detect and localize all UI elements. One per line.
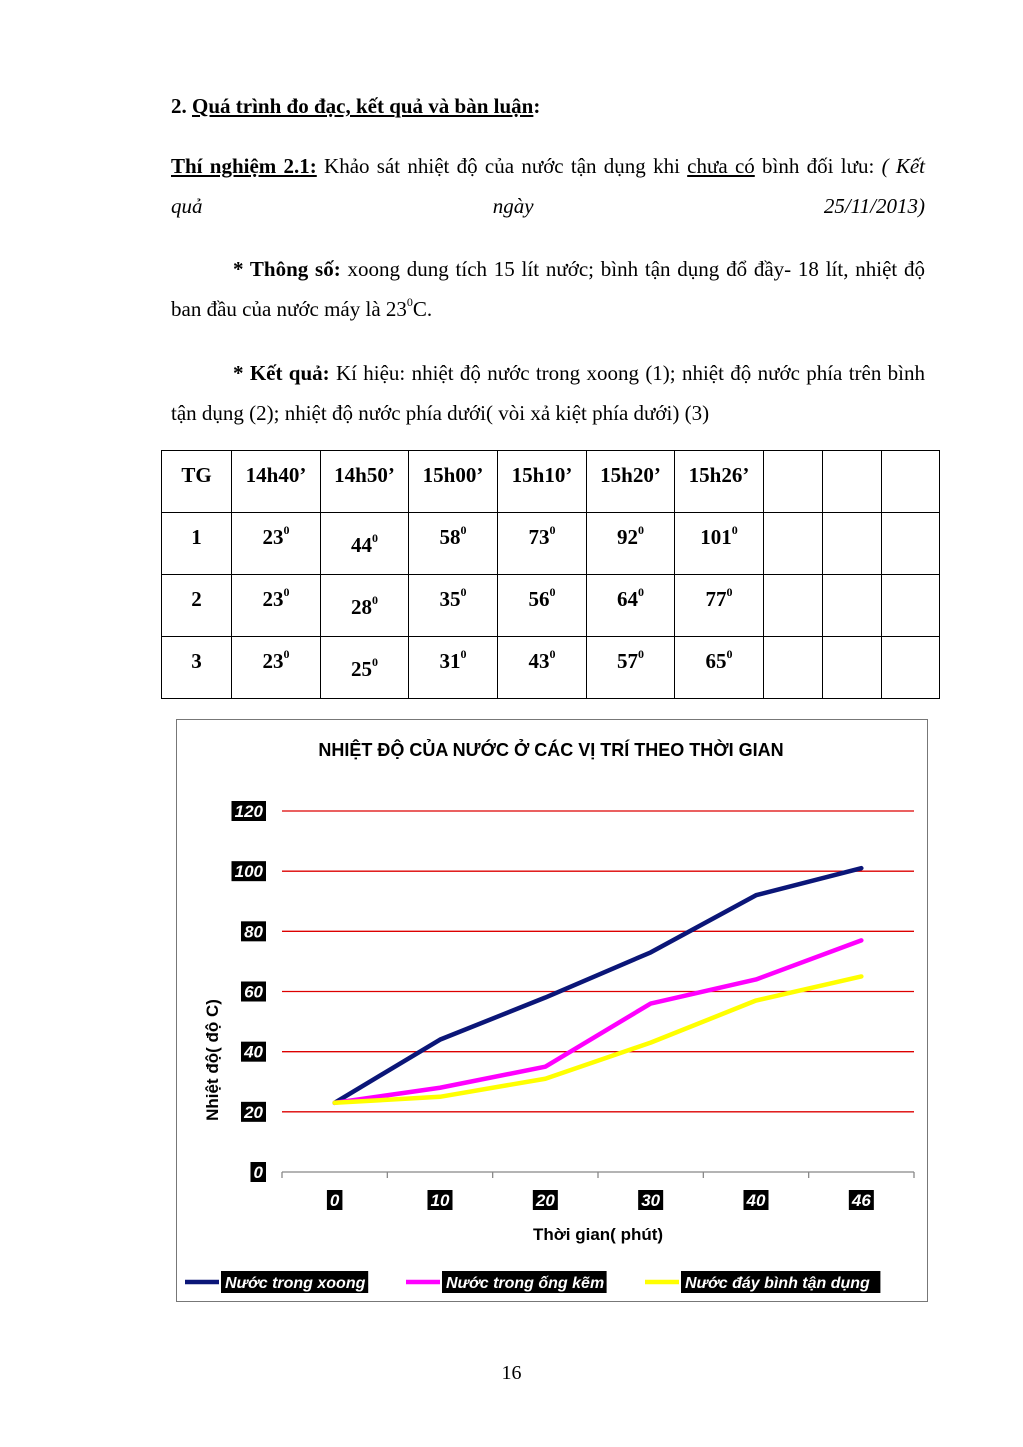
- table-cell: $44^0$: [351, 531, 378, 557]
- chart-svg: [177, 720, 927, 1301]
- params-paragraph: [171, 249, 925, 329]
- table-cell: $23^0$: [262, 647, 290, 673]
- y-tick-label: [232, 861, 267, 881]
- result-paragraph: [171, 353, 925, 433]
- x-axis-label: Thời gian( phút): [532, 1225, 664, 1244]
- table-header-cell: 15h20’: [600, 463, 661, 487]
- temperature-table: [161, 450, 940, 699]
- table-cell: $64^0$: [617, 585, 644, 611]
- svg-text:40: 40: [746, 1191, 766, 1210]
- table-row: [162, 637, 940, 699]
- experiment-text-2: bình đối lưu:: [754, 154, 882, 178]
- empty-cell: [823, 575, 882, 637]
- params-sup: 0: [406, 295, 413, 309]
- row-label: 3: [191, 649, 202, 673]
- params-text: xoong dung tích 15 lít nước; bình tận dụng đổ đầy- 18 lít, nhiệt độ ban đầu của nước máy là 23: [171, 257, 925, 321]
- x-tick-label: [533, 1190, 558, 1210]
- table-header-cell: [823, 451, 881, 463]
- table-header-cell: [882, 451, 939, 463]
- x-tick-label: [428, 1190, 453, 1210]
- empty-cell: [823, 637, 882, 699]
- table-header-cell: 15h10’: [511, 463, 573, 487]
- table-cell: $73^0$: [528, 523, 556, 549]
- empty-cell: [764, 513, 823, 575]
- section-number: 2.: [171, 94, 187, 118]
- experiment-text-1: Khảo sát nhiệt độ của nước tận dụng khi: [316, 154, 688, 178]
- y-tick-label: [241, 921, 266, 941]
- table-cell: $31^0$: [439, 647, 467, 673]
- chart-legend: [185, 1271, 880, 1293]
- svg-text:80: 80: [244, 922, 263, 942]
- chart-title: NHIỆT ĐỘ CỦA NƯỚC Ở CÁC VỊ TRÍ THEO THỜI GIAN: [318, 740, 784, 760]
- table-header-cell: 14h40’: [245, 463, 307, 487]
- table-header-cell: [764, 451, 822, 463]
- result-text: Kí hiệu: nhiệt độ nước trong xoong (1); nhiệt độ nước phía trên bình tận dụng (2); nhiệt độ nước phía dưới( vòi xả kiệt phía dưới) (3): [171, 361, 925, 425]
- page-number: 16: [501, 1362, 522, 1384]
- svg-text:Nước trong xoong: Nước trong xoong: [225, 1275, 366, 1292]
- svg-text:20: 20: [244, 1102, 263, 1122]
- empty-cell: [882, 575, 940, 637]
- table-cell: $57^0$: [617, 647, 644, 673]
- table-header-cell: 14h50’: [334, 463, 395, 487]
- table-cell: $101^0$: [700, 523, 738, 549]
- section-heading: [171, 86, 925, 126]
- x-tick-label: [327, 1190, 343, 1210]
- svg-text:0: 0: [329, 1191, 340, 1210]
- result-label: * Kết quả:: [233, 361, 330, 385]
- table-header-cell: TG: [181, 463, 212, 487]
- experiment-underlined: chưa có: [687, 154, 755, 178]
- legend-item: [185, 1271, 368, 1293]
- table-cell: $77^0$: [705, 585, 733, 611]
- experiment-paragraph: [171, 146, 925, 226]
- svg-text:100: 100: [234, 862, 263, 882]
- empty-cell: [764, 637, 823, 699]
- y-tick-label: [251, 1162, 267, 1182]
- svg-text:20: 20: [535, 1191, 555, 1210]
- series-line: [335, 940, 862, 1102]
- y-axis-label: Nhiệt độ( độ C): [203, 999, 222, 1121]
- svg-text:60: 60: [244, 982, 263, 1002]
- y-tick-label: [232, 801, 267, 821]
- table-cell: $35^0$: [439, 585, 467, 611]
- section-colon: :: [533, 94, 541, 118]
- table-row: [162, 575, 940, 637]
- table-header-cell: 15h00’: [422, 463, 484, 487]
- table-header-row: [162, 451, 940, 513]
- table-cell: $23^0$: [262, 585, 290, 611]
- y-tick-label: [241, 1102, 266, 1122]
- x-tick-label: [849, 1190, 874, 1210]
- svg-text:0: 0: [253, 1163, 263, 1182]
- row-label: 1: [191, 525, 202, 549]
- empty-cell: [764, 575, 823, 637]
- experiment-label: Thí nghiệm 2.1:: [171, 154, 317, 178]
- table-cell: $25^0$: [351, 655, 378, 681]
- x-tick-label: [638, 1190, 663, 1210]
- y-tick-label: [241, 982, 266, 1002]
- empty-cell: [823, 513, 882, 575]
- section-title: Quá trình đo đạc, kết quả và bàn luận: [192, 94, 534, 118]
- svg-text:40: 40: [244, 1042, 263, 1062]
- x-tick-label: [744, 1190, 769, 1210]
- params-label: * Thông số:: [233, 257, 341, 281]
- table-row: [162, 513, 940, 575]
- table-cell: $65^0$: [705, 647, 733, 673]
- series-line: [335, 868, 862, 1103]
- svg-text:Nước đáy bình tận dụng: Nước đáy bình tận dụng: [685, 1275, 870, 1292]
- table-cell: $23^0$: [262, 523, 290, 549]
- svg-text:46: 46: [851, 1191, 871, 1210]
- table-cell: $43^0$: [528, 647, 556, 673]
- experiment-note: ( Kết quả ngày 25/11/2013): [171, 154, 925, 218]
- table-cell: $92^0$: [617, 523, 644, 549]
- table-cell: $28^0$: [351, 593, 378, 619]
- legend-item: [645, 1271, 880, 1293]
- params-unit: C.: [412, 297, 433, 321]
- table-header-cell: 15h26’: [688, 463, 750, 487]
- row-label: 2: [191, 587, 202, 611]
- svg-text:30: 30: [641, 1191, 661, 1210]
- table-cell: $56^0$: [528, 585, 556, 611]
- empty-cell: [882, 637, 940, 699]
- table-cell: $58^0$: [439, 523, 467, 549]
- svg-text:10: 10: [430, 1191, 450, 1210]
- series-line: [335, 976, 862, 1102]
- svg-text:Nước trong ống kẽm: Nước trong ống kẽm: [446, 1275, 605, 1292]
- svg-text:120: 120: [234, 802, 263, 821]
- temperature-chart: [176, 719, 928, 1302]
- empty-cell: [882, 513, 940, 575]
- legend-item: [406, 1271, 607, 1293]
- y-tick-label: [241, 1042, 266, 1062]
